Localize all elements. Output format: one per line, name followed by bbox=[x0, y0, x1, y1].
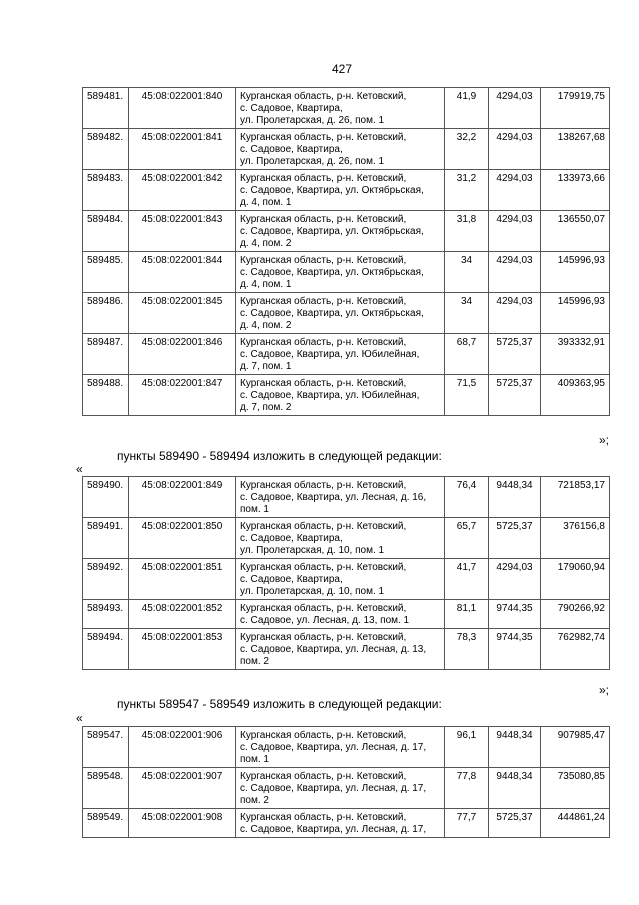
address-line: Курганская область, р-н. Кетовский, bbox=[240, 378, 407, 389]
address-cell bbox=[236, 559, 445, 600]
total-value-cell: 376156,8 bbox=[541, 518, 610, 559]
address-line: Курганская область, р-н. Кетовский, bbox=[240, 214, 407, 225]
row-number-cell: 589490. bbox=[83, 477, 129, 518]
area-cell: 96,1 bbox=[445, 727, 489, 768]
total-value-cell: 735080,85 bbox=[541, 768, 610, 809]
property-table-3 bbox=[82, 726, 610, 838]
cadastral-number-cell: 45:08:022001:841 bbox=[129, 129, 236, 170]
address-line: с. Садовое, Квартира, ул. Лесная, д. 16, bbox=[240, 492, 427, 503]
cadastral-number-cell: 45:08:022001:908 bbox=[129, 809, 236, 838]
address-cell bbox=[236, 727, 445, 768]
address-line: д. 4, пом. 1 bbox=[240, 197, 292, 208]
address-cell bbox=[236, 629, 445, 670]
address-line: Курганская область, р-н. Кетовский, bbox=[240, 173, 407, 184]
row-number-cell: 589494. bbox=[83, 629, 129, 670]
cadastral-number-cell: 45:08:022001:840 bbox=[129, 88, 236, 129]
row-number-cell: 589484. bbox=[83, 211, 129, 252]
unit-price-cell: 5725,37 bbox=[489, 375, 541, 416]
table-row bbox=[83, 768, 610, 809]
unit-price-cell: 5725,37 bbox=[489, 809, 541, 838]
address-line: Курганская область, р-н. Кетовский, bbox=[240, 562, 407, 573]
area-cell: 32,2 bbox=[445, 129, 489, 170]
table-row bbox=[83, 293, 610, 334]
total-value-cell: 444861,24 bbox=[541, 809, 610, 838]
cadastral-number-cell: 45:08:022001:906 bbox=[129, 727, 236, 768]
row-number-cell: 589492. bbox=[83, 559, 129, 600]
cadastral-number-cell: 45:08:022001:849 bbox=[129, 477, 236, 518]
area-cell: 77,7 bbox=[445, 809, 489, 838]
area-cell: 31,2 bbox=[445, 170, 489, 211]
amendment-instruction: пункты 589547 - 589549 изложить в следующей редакции: bbox=[117, 697, 442, 711]
address-cell bbox=[236, 375, 445, 416]
total-value-cell: 145996,93 bbox=[541, 252, 610, 293]
address-cell bbox=[236, 518, 445, 559]
table-row bbox=[83, 375, 610, 416]
row-number-cell: 589488. bbox=[83, 375, 129, 416]
total-value-cell: 136550,07 bbox=[541, 211, 610, 252]
table-row bbox=[83, 559, 610, 600]
cadastral-number-cell: 45:08:022001:907 bbox=[129, 768, 236, 809]
table-row bbox=[83, 129, 610, 170]
row-number-cell: 589549. bbox=[83, 809, 129, 838]
address-line: ул. Пролетарская, д. 26, пом. 1 bbox=[240, 115, 385, 126]
address-line: с. Садовое, ул. Лесная, д. 13, пом. 1 bbox=[240, 615, 410, 626]
row-number-cell: 589547. bbox=[83, 727, 129, 768]
total-value-cell: 907985,47 bbox=[541, 727, 610, 768]
unit-price-cell: 4294,03 bbox=[489, 559, 541, 600]
table-row bbox=[83, 170, 610, 211]
opening-quote: « bbox=[76, 711, 83, 725]
table-row bbox=[83, 211, 610, 252]
address-line: Курганская область, р-н. Кетовский, bbox=[240, 730, 407, 741]
cadastral-number-cell: 45:08:022001:851 bbox=[129, 559, 236, 600]
area-cell: 81,1 bbox=[445, 600, 489, 629]
address-cell bbox=[236, 768, 445, 809]
address-line: д. 7, пом. 1 bbox=[240, 361, 292, 372]
address-line: Курганская область, р-н. Кетовский, bbox=[240, 91, 407, 102]
area-cell: 76,4 bbox=[445, 477, 489, 518]
unit-price-cell: 4294,03 bbox=[489, 211, 541, 252]
area-cell: 34 bbox=[445, 293, 489, 334]
address-line: с. Садовое, Квартира, ул. Лесная, д. 13, bbox=[240, 644, 427, 655]
row-number-cell: 589486. bbox=[83, 293, 129, 334]
property-table-1 bbox=[82, 87, 610, 416]
cadastral-number-cell: 45:08:022001:850 bbox=[129, 518, 236, 559]
total-value-cell: 762982,74 bbox=[541, 629, 610, 670]
area-cell: 68,7 bbox=[445, 334, 489, 375]
address-line: Курганская область, р-н. Кетовский, bbox=[240, 812, 407, 823]
area-cell: 78,3 bbox=[445, 629, 489, 670]
address-cell bbox=[236, 129, 445, 170]
unit-price-cell: 5725,37 bbox=[489, 518, 541, 559]
address-line: с. Садовое, Квартира, bbox=[240, 144, 343, 155]
address-line: ул. Пролетарская, д. 10, пом. 1 bbox=[240, 545, 385, 556]
address-line: с. Садовое, Квартира, ул. Октябрьская, bbox=[240, 308, 424, 319]
page-number: 427 bbox=[331, 62, 353, 76]
row-number-cell: 589483. bbox=[83, 170, 129, 211]
address-line: с. Садовое, Квартира, ул. Лесная, д. 17, bbox=[240, 783, 427, 794]
address-line: д. 7, пом. 2 bbox=[240, 402, 292, 413]
address-line: пом. 2 bbox=[240, 656, 269, 667]
address-cell bbox=[236, 252, 445, 293]
address-line: с. Садовое, Квартира, ул. Октябрьская, bbox=[240, 267, 424, 278]
unit-price-cell: 9448,34 bbox=[489, 768, 541, 809]
row-number-cell: 589548. bbox=[83, 768, 129, 809]
unit-price-cell: 4294,03 bbox=[489, 293, 541, 334]
address-line: Курганская область, р-н. Кетовский, bbox=[240, 132, 407, 143]
row-number-cell: 589487. bbox=[83, 334, 129, 375]
unit-price-cell: 9448,34 bbox=[489, 477, 541, 518]
address-line: д. 4, пом. 2 bbox=[240, 238, 292, 249]
row-number-cell: 589493. bbox=[83, 600, 129, 629]
total-value-cell: 179919,75 bbox=[541, 88, 610, 129]
property-table-2 bbox=[82, 476, 610, 670]
closing-quote: »; bbox=[598, 433, 609, 447]
opening-quote: « bbox=[76, 462, 83, 476]
total-value-cell: 790266,92 bbox=[541, 600, 610, 629]
cadastral-number-cell: 45:08:022001:852 bbox=[129, 600, 236, 629]
address-line: с. Садовое, Квартира, ул. Лесная, д. 17, bbox=[240, 824, 427, 835]
table-row bbox=[83, 629, 610, 670]
row-number-cell: 589491. bbox=[83, 518, 129, 559]
address-line: с. Садовое, Квартира, ул. Октябрьская, bbox=[240, 226, 424, 237]
address-line: Курганская область, р-н. Кетовский, bbox=[240, 632, 407, 643]
cadastral-number-cell: 45:08:022001:842 bbox=[129, 170, 236, 211]
row-number-cell: 589482. bbox=[83, 129, 129, 170]
address-cell bbox=[236, 809, 445, 838]
total-value-cell: 145996,93 bbox=[541, 293, 610, 334]
table-row bbox=[83, 600, 610, 629]
address-line: Курганская область, р-н. Кетовский, bbox=[240, 337, 407, 348]
address-cell bbox=[236, 600, 445, 629]
address-line: д. 4, пом. 1 bbox=[240, 279, 292, 290]
address-cell bbox=[236, 293, 445, 334]
address-line: ул. Пролетарская, д. 10, пом. 1 bbox=[240, 586, 385, 597]
cadastral-number-cell: 45:08:022001:847 bbox=[129, 375, 236, 416]
amendment-instruction: пункты 589490 - 589494 изложить в следующей редакции: bbox=[117, 449, 442, 463]
area-cell: 65,7 bbox=[445, 518, 489, 559]
address-cell bbox=[236, 170, 445, 211]
address-line: Курганская область, р-н. Кетовский, bbox=[240, 771, 407, 782]
table-row bbox=[83, 252, 610, 293]
address-line: пом. 2 bbox=[240, 795, 269, 806]
address-line: пом. 1 bbox=[240, 754, 269, 765]
area-cell: 41,7 bbox=[445, 559, 489, 600]
address-cell bbox=[236, 477, 445, 518]
address-line: д. 4, пом. 2 bbox=[240, 320, 292, 331]
area-cell: 71,5 bbox=[445, 375, 489, 416]
address-line: Курганская область, р-н. Кетовский, bbox=[240, 521, 407, 532]
address-line: Курганская область, р-н. Кетовский, bbox=[240, 480, 407, 491]
address-line: с. Садовое, Квартира, bbox=[240, 533, 343, 544]
address-line: ул. Пролетарская, д. 26, пом. 1 bbox=[240, 156, 385, 167]
address-line: пом. 1 bbox=[240, 504, 269, 515]
table-row bbox=[83, 727, 610, 768]
table-row bbox=[83, 334, 610, 375]
cadastral-number-cell: 45:08:022001:843 bbox=[129, 211, 236, 252]
area-cell: 77,8 bbox=[445, 768, 489, 809]
unit-price-cell: 9448,34 bbox=[489, 727, 541, 768]
total-value-cell: 133973,66 bbox=[541, 170, 610, 211]
address-line: Курганская область, р-н. Кетовский, bbox=[240, 603, 407, 614]
unit-price-cell: 4294,03 bbox=[489, 88, 541, 129]
cadastral-number-cell: 45:08:022001:844 bbox=[129, 252, 236, 293]
address-line: с. Садовое, Квартира, ул. Юбилейная, bbox=[240, 390, 420, 401]
unit-price-cell: 4294,03 bbox=[489, 129, 541, 170]
total-value-cell: 138267,68 bbox=[541, 129, 610, 170]
closing-quote: »; bbox=[598, 683, 609, 697]
unit-price-cell: 4294,03 bbox=[489, 252, 541, 293]
address-line: с. Садовое, Квартира, bbox=[240, 103, 343, 114]
cadastral-number-cell: 45:08:022001:846 bbox=[129, 334, 236, 375]
unit-price-cell: 9744,35 bbox=[489, 600, 541, 629]
address-line: с. Садовое, Квартира, ул. Юбилейная, bbox=[240, 349, 420, 360]
address-line: Курганская область, р-н. Кетовский, bbox=[240, 296, 407, 307]
total-value-cell: 393332,91 bbox=[541, 334, 610, 375]
table-row bbox=[83, 809, 610, 838]
area-cell: 34 bbox=[445, 252, 489, 293]
row-number-cell: 589481. bbox=[83, 88, 129, 129]
unit-price-cell: 9744,35 bbox=[489, 629, 541, 670]
area-cell: 41,9 bbox=[445, 88, 489, 129]
table-row bbox=[83, 518, 610, 559]
address-line: с. Садовое, Квартира, ул. Октябрьская, bbox=[240, 185, 424, 196]
address-line: с. Садовое, Квартира, bbox=[240, 574, 343, 585]
address-cell bbox=[236, 88, 445, 129]
table-row bbox=[83, 477, 610, 518]
cadastral-number-cell: 45:08:022001:845 bbox=[129, 293, 236, 334]
unit-price-cell: 5725,37 bbox=[489, 334, 541, 375]
area-cell: 31,8 bbox=[445, 211, 489, 252]
row-number-cell: 589485. bbox=[83, 252, 129, 293]
unit-price-cell: 4294,03 bbox=[489, 170, 541, 211]
address-cell bbox=[236, 334, 445, 375]
total-value-cell: 179060,94 bbox=[541, 559, 610, 600]
address-line: Курганская область, р-н. Кетовский, bbox=[240, 255, 407, 266]
address-line: с. Садовое, Квартира, ул. Лесная, д. 17, bbox=[240, 742, 427, 753]
total-value-cell: 409363,95 bbox=[541, 375, 610, 416]
address-cell bbox=[236, 211, 445, 252]
total-value-cell: 721853,17 bbox=[541, 477, 610, 518]
table-row bbox=[83, 88, 610, 129]
cadastral-number-cell: 45:08:022001:853 bbox=[129, 629, 236, 670]
